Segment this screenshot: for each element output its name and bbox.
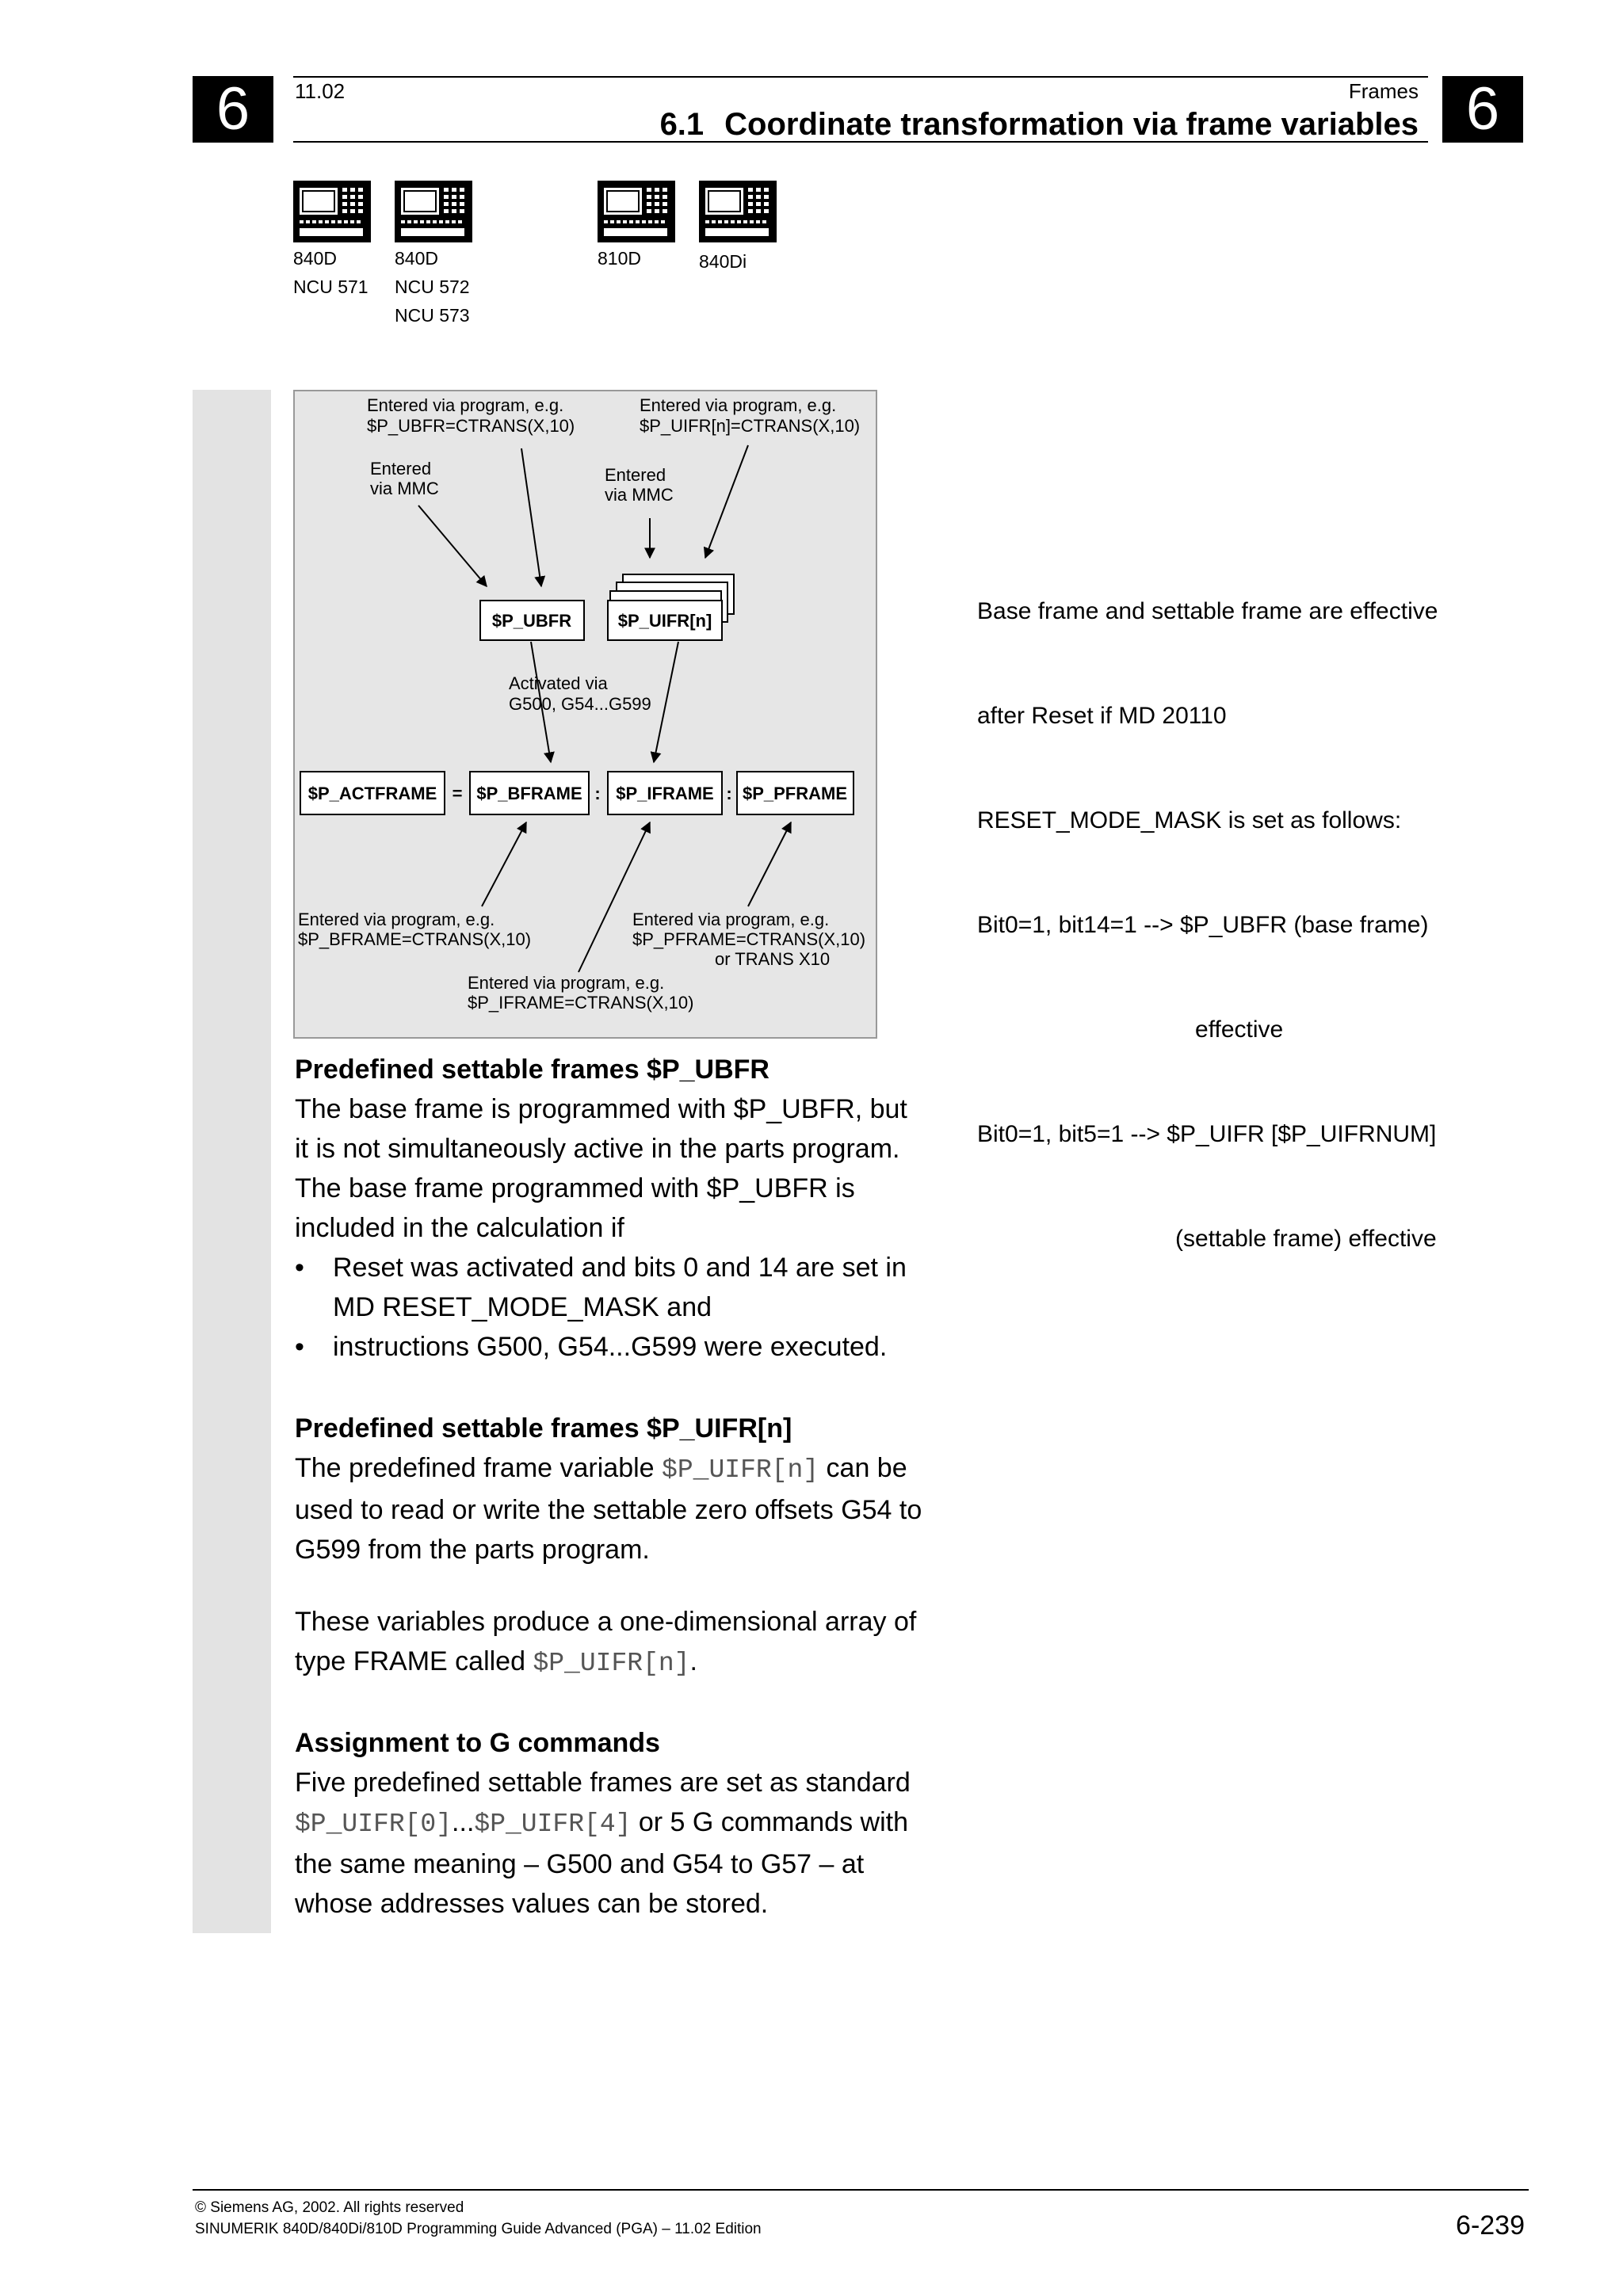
footer-copyright: © Siemens AG, 2002. All rights reserved <box>195 2199 464 2216</box>
heading-ubfr: Predefined settable frames $P_UBFR <box>295 1055 769 1085</box>
label-bframe-2: $P_BFRAME=CTRANS(X,10) <box>298 929 532 949</box>
label-mmc-right-2: via MMC <box>605 485 674 505</box>
section-array <box>295 1602 960 1684</box>
side-note-line: (settable frame) effective <box>977 1226 1437 1252</box>
paragraph-line: The predefined frame variable $P_UIFR[n] can be <box>295 1453 907 1485</box>
label-iframe-1: Entered via program, e.g. <box>468 973 665 993</box>
paragraph-line: whose addresses values can be stored. <box>295 1889 769 1919</box>
header-bottom-rule <box>293 141 1428 143</box>
header-top-rule <box>293 76 1428 78</box>
paragraph-line: $P_UIFR[0]...$P_UIFR[4] or 5 G commands with <box>295 1807 908 1839</box>
label-ubfr-prog-2: $P_UBFR=CTRANS(X,10) <box>367 416 575 436</box>
machine-label-810d: 810D <box>598 248 641 269</box>
side-note-line: after Reset if MD 20110 <box>977 703 1227 729</box>
section-ubfr <box>295 1050 960 1367</box>
chapter-number-left: 6 <box>193 76 273 143</box>
label-activated-2: G500, G54...G599 <box>509 694 651 714</box>
margin-bar <box>193 390 271 1933</box>
side-note-line: RESET_MODE_MASK is set as follows: <box>977 807 1402 833</box>
section-title <box>660 106 1419 143</box>
frame-chain-diagram <box>293 390 877 1039</box>
label-activated-1: Activated via <box>509 673 608 693</box>
ubfr-box-label: $P_UBFR <box>491 611 572 631</box>
bullet-icon: • <box>295 1332 304 1362</box>
machine-label-840d-ncu572-573: 840D NCU 572 NCU 573 <box>395 248 470 326</box>
bframe-box-label: $P_BFRAME <box>476 784 582 803</box>
edition-date: 11.02 <box>295 79 346 103</box>
section-gcommands <box>295 1723 960 1924</box>
op-colon-2: : <box>726 784 732 803</box>
footer-rule <box>193 2189 1529 2191</box>
label-pframe-2: $P_PFRAME=CTRANS(X,10) <box>632 929 866 949</box>
iframe-box-label: $P_IFRAME <box>616 784 714 803</box>
page-number: 6-239 <box>1456 2210 1525 2241</box>
heading-gcommands: Assignment to G commands <box>295 1728 660 1758</box>
side-note-line: Bit0=1, bit14=1 --> $P_UBFR (base frame) <box>977 912 1429 938</box>
label-pframe-1: Entered via program, e.g. <box>632 910 830 929</box>
label-bframe-1: Entered via program, e.g. <box>298 910 495 929</box>
cnc-panel-icon <box>395 181 472 242</box>
heading-uifr: Predefined settable frames $P_UIFR[n] <box>295 1413 792 1444</box>
code-uifr: $P_UIFR[n] <box>533 1649 690 1678</box>
op-equals: = <box>452 784 463 803</box>
label-mmc-left-2: via MMC <box>370 479 439 498</box>
op-colon-1: : <box>594 784 601 803</box>
paragraph-line: it is not simultaneously active in the parts program. <box>295 1134 900 1164</box>
bullet-line: MD RESET_MODE_MASK and <box>333 1292 712 1322</box>
paragraph-line: the same meaning – G500 and G54 to G57 – at <box>295 1849 865 1879</box>
chapter-name: Frames <box>1348 79 1419 103</box>
uifr-box-label: $P_UIFR[n] <box>617 611 712 631</box>
pframe-box-label: $P_PFRAME <box>742 784 848 803</box>
code-uifr: $P_UIFR[n] <box>662 1455 819 1485</box>
label-pframe-3: or TRANS X10 <box>715 949 831 969</box>
label-ubfr-prog-1: Entered via program, e.g. <box>367 395 564 415</box>
section-number: 6.1 <box>659 107 705 142</box>
cnc-panel-icon <box>293 181 371 242</box>
bullet-line: Reset was activated and bits 0 and 14 are set in <box>333 1253 907 1283</box>
bullet-line: instructions G500, G54...G599 were executed. <box>333 1332 888 1362</box>
cnc-panel-icon <box>598 181 675 242</box>
code-uifr0: $P_UIFR[0] <box>295 1810 453 1839</box>
paragraph-line: The base frame programmed with $P_UBFR is <box>295 1173 855 1203</box>
paragraph-line: used to read or write the settable zero offsets G54 to <box>295 1495 922 1525</box>
bullet-icon: • <box>295 1253 304 1283</box>
label-mmc-right-1: Entered <box>605 465 666 485</box>
paragraph-line: Five predefined settable frames are set as standard <box>295 1768 911 1798</box>
side-note-line: effective <box>977 1016 1284 1043</box>
cnc-panel-icon <box>699 181 777 242</box>
chapter-number-right: 6 <box>1442 76 1523 143</box>
actframe-box-label: $P_ACTFRAME <box>307 784 437 803</box>
machine-label-840d-ncu571: 840D NCU 571 <box>293 248 369 297</box>
footer-manual-title: SINUMERIK 840D/840Di/810D Programming Guide Advanced (PGA) – 11.02 Edition <box>195 2221 762 2237</box>
section-title-text: Coordinate transformation via frame variables <box>724 107 1419 142</box>
side-note <box>977 524 1438 1291</box>
paragraph-line: included in the calculation if <box>295 1213 624 1243</box>
label-mmc-left-1: Entered <box>370 459 432 479</box>
side-note-line: Base frame and settable frame are effective <box>977 598 1438 624</box>
label-iframe-2: $P_IFRAME=CTRANS(X,10) <box>468 993 694 1013</box>
machine-label-840di: 840Di <box>699 251 747 272</box>
paragraph-line: G599 from the parts program. <box>295 1535 650 1565</box>
paragraph-line: The base frame is programmed with $P_UBFR, but <box>295 1094 907 1124</box>
label-uifr-prog-1: Entered via program, e.g. <box>640 395 837 415</box>
paragraph-line: type FRAME called $P_UIFR[n]. <box>295 1646 697 1678</box>
label-uifr-prog-2: $P_UIFR[n]=CTRANS(X,10) <box>640 416 861 436</box>
paragraph-line: These variables produce a one-dimensional array of <box>295 1607 917 1637</box>
bullet-item-reset <box>295 1248 960 1327</box>
side-note-line: Bit0=1, bit5=1 --> $P_UIFR [$P_UIFRNUM] <box>977 1121 1437 1147</box>
bullet-item-instructions <box>295 1327 960 1367</box>
section-uifr <box>295 1409 960 1569</box>
code-uifr4: $P_UIFR[4] <box>474 1810 632 1839</box>
